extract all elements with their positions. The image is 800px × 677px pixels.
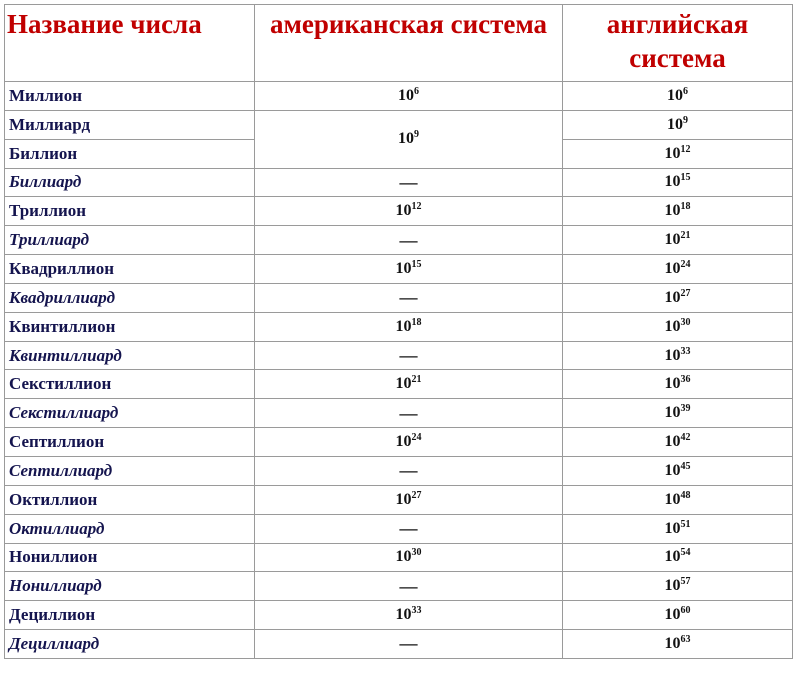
table-row — [5, 283, 793, 312]
english-value — [563, 399, 793, 428]
english-value — [563, 341, 793, 370]
american-value: — — [255, 456, 563, 485]
power-exponent: 33 — [680, 345, 691, 357]
table-row — [5, 572, 793, 601]
english-value — [563, 485, 793, 514]
english-value — [563, 197, 793, 226]
power-exponent: 36 — [680, 374, 691, 386]
power-base: 10 — [395, 548, 412, 566]
power-base: 10 — [667, 86, 683, 104]
power-exponent: 48 — [680, 489, 691, 501]
power-base: 10 — [664, 404, 681, 422]
number-name: Миллиард — [5, 110, 255, 139]
power-base: 10 — [664, 433, 681, 451]
power-exponent: 18 — [680, 201, 691, 213]
power-base: 10 — [664, 346, 681, 364]
table-row — [5, 168, 793, 197]
american-value — [255, 370, 563, 399]
power-base: 10 — [664, 375, 681, 393]
number-name: Нониллиард — [5, 572, 255, 601]
power-exponent: 15 — [680, 172, 691, 184]
number-name: Дециллион — [5, 601, 255, 630]
power-exponent: 21 — [680, 230, 691, 242]
power-exponent: 45 — [680, 460, 691, 472]
american-value: — — [255, 283, 563, 312]
power-base: 10 — [664, 144, 681, 162]
number-name: Биллион — [5, 139, 255, 168]
power-base: 10 — [664, 548, 681, 566]
number-name: Дециллиард — [5, 630, 255, 659]
power-exponent: 18 — [411, 316, 422, 328]
power-exponent: 60 — [680, 605, 691, 617]
american-value — [255, 82, 563, 111]
power-exponent: 39 — [680, 403, 691, 415]
header-name: Название числа — [5, 5, 255, 82]
american-value — [255, 485, 563, 514]
power-exponent: 21 — [411, 374, 422, 386]
power-exponent: 9 — [683, 114, 688, 126]
table-row — [5, 428, 793, 457]
power-exponent: 30 — [680, 316, 691, 328]
power-base: 10 — [664, 259, 681, 277]
american-value — [255, 428, 563, 457]
english-value — [563, 255, 793, 284]
power-base: 10 — [395, 375, 412, 393]
power-exponent: 42 — [680, 432, 691, 444]
english-value — [563, 428, 793, 457]
english-value — [563, 226, 793, 255]
number-name: Нониллион — [5, 543, 255, 572]
power-base: 10 — [664, 461, 681, 479]
table-row — [5, 82, 793, 111]
number-name: Квадриллиард — [5, 283, 255, 312]
power-base: 10 — [667, 115, 683, 133]
power-exponent: 27 — [680, 287, 691, 299]
number-name: Септиллион — [5, 428, 255, 457]
english-value — [563, 312, 793, 341]
power-base: 10 — [664, 519, 681, 537]
number-name: Триллиард — [5, 226, 255, 255]
american-value: — — [255, 514, 563, 543]
table-row — [5, 226, 793, 255]
power-base: 10 — [664, 490, 681, 508]
power-base: 10 — [664, 202, 681, 220]
english-value — [563, 82, 793, 111]
table-row — [5, 197, 793, 226]
american-value: — — [255, 572, 563, 601]
american-value: — — [255, 630, 563, 659]
power-base: 10 — [664, 288, 681, 306]
american-value — [255, 197, 563, 226]
english-value — [563, 514, 793, 543]
english-value — [563, 630, 793, 659]
number-name: Квадриллион — [5, 255, 255, 284]
english-value — [563, 370, 793, 399]
english-value — [563, 456, 793, 485]
english-value — [563, 168, 793, 197]
power-base: 10 — [664, 577, 681, 595]
number-names-table — [4, 4, 793, 659]
header-american-system: американская система — [255, 5, 563, 82]
power-base: 10 — [664, 173, 681, 191]
number-name: Секстиллион — [5, 370, 255, 399]
power-exponent: 15 — [411, 258, 422, 270]
american-value: — — [255, 341, 563, 370]
power-base: 10 — [395, 606, 412, 624]
number-name: Октиллион — [5, 485, 255, 514]
american-value: — — [255, 168, 563, 197]
american-value — [255, 601, 563, 630]
number-name: Миллион — [5, 82, 255, 111]
american-value — [255, 255, 563, 284]
power-base: 10 — [398, 130, 414, 148]
power-base: 10 — [395, 490, 412, 508]
power-exponent: 51 — [680, 518, 691, 530]
number-name: Биллиард — [5, 168, 255, 197]
power-exponent: 30 — [411, 547, 422, 559]
power-exponent: 33 — [411, 605, 422, 617]
power-exponent: 27 — [411, 489, 422, 501]
power-exponent: 9 — [414, 129, 419, 141]
american-value — [255, 312, 563, 341]
power-exponent: 6 — [683, 85, 688, 97]
american-value — [255, 543, 563, 572]
english-value — [563, 572, 793, 601]
power-exponent: 54 — [680, 547, 691, 559]
power-exponent: 12 — [680, 143, 691, 155]
number-name: Триллион — [5, 197, 255, 226]
number-name: Октиллиард — [5, 514, 255, 543]
table-row — [5, 630, 793, 659]
power-base: 10 — [664, 231, 681, 249]
header-row — [5, 5, 793, 82]
table-row — [5, 110, 793, 139]
number-name: Квинтиллион — [5, 312, 255, 341]
american-value: — — [255, 399, 563, 428]
power-exponent: 63 — [680, 633, 691, 645]
table-row — [5, 543, 793, 572]
table-row — [5, 399, 793, 428]
power-base: 10 — [395, 259, 412, 277]
table-row — [5, 312, 793, 341]
power-base: 10 — [395, 317, 412, 335]
power-base: 10 — [664, 317, 681, 335]
power-exponent: 6 — [414, 85, 419, 97]
english-value — [563, 601, 793, 630]
power-base: 10 — [664, 606, 681, 624]
number-name: Секстиллиард — [5, 399, 255, 428]
american-value: — — [255, 226, 563, 255]
power-base: 10 — [395, 433, 412, 451]
table-body — [5, 82, 793, 659]
number-name: Септиллиард — [5, 456, 255, 485]
table-row — [5, 341, 793, 370]
table-row — [5, 485, 793, 514]
table-row — [5, 456, 793, 485]
power-exponent: 12 — [411, 201, 422, 213]
number-name: Квинтиллиард — [5, 341, 255, 370]
american-value — [255, 110, 563, 168]
power-exponent: 57 — [680, 576, 691, 588]
power-base: 10 — [398, 86, 414, 104]
table-row — [5, 601, 793, 630]
table-row — [5, 255, 793, 284]
table-row — [5, 514, 793, 543]
power-base: 10 — [664, 634, 681, 652]
power-base: 10 — [395, 202, 412, 220]
english-value — [563, 283, 793, 312]
power-exponent: 24 — [411, 432, 422, 444]
english-value — [563, 110, 793, 139]
english-value — [563, 543, 793, 572]
power-exponent: 24 — [680, 258, 691, 270]
english-value — [563, 139, 793, 168]
table-row — [5, 370, 793, 399]
header-english-system: английская система — [563, 5, 793, 82]
